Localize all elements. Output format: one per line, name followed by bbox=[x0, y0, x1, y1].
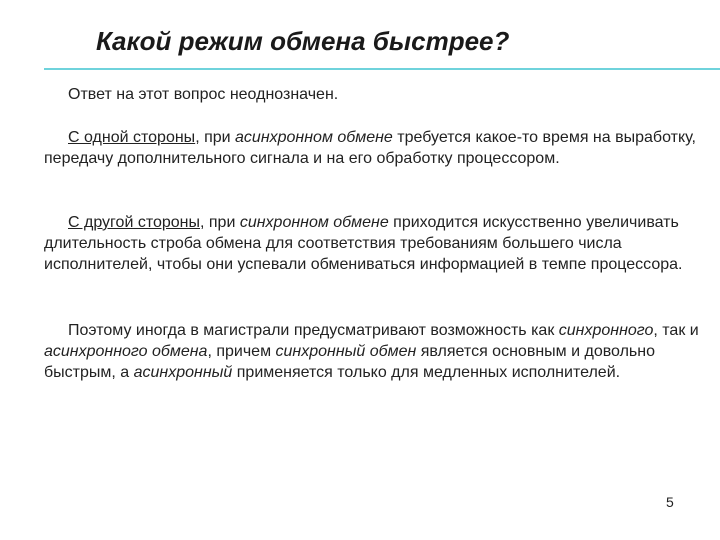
paragraph-async-text-2: требуется какое-то время на выработку, передачу дополнительного сигнала и на его обработку процессором. bbox=[44, 129, 696, 167]
paragraph-sync-text-2: приходится искусственно увеличивать длительность строба обмена для соответствия требованиям большего числа исполнителей, чтобы они успевали обмениваться информацией в темпе процессора. bbox=[44, 214, 683, 273]
page-number: 5 bbox=[666, 494, 674, 510]
paragraph-conclusion-text-2: , так и bbox=[653, 322, 699, 339]
paragraph-async-text-1: , при bbox=[195, 129, 236, 146]
paragraph-conclusion-text-1: Поэтому иногда в магистрали предусматривают возможность как bbox=[68, 322, 559, 339]
paragraph-conclusion-text-3: , причем bbox=[207, 343, 276, 360]
paragraph-conclusion-term-4: асинхронный bbox=[133, 364, 233, 381]
paragraph-sync-term: синхронном обмене bbox=[239, 214, 389, 231]
paragraph-async-term: асинхронном обмене bbox=[235, 129, 393, 146]
paragraph-intro-text: Ответ на этот вопрос неоднозначен. bbox=[68, 86, 339, 103]
paragraph-conclusion bbox=[44, 320, 700, 383]
paragraph-conclusion-text-4: является основным и довольно быстрым, а bbox=[44, 343, 655, 381]
paragraph-conclusion-term-2: асинхронного обмена bbox=[44, 343, 208, 360]
paragraph-sync-text-1: , при bbox=[200, 214, 240, 231]
title-underline-divider bbox=[44, 68, 720, 70]
paragraph-sync-lead: С другой стороны bbox=[68, 214, 200, 231]
paragraph-conclusion-text-5: применяется только для медленных исполнителей. bbox=[232, 364, 621, 381]
paragraph-async bbox=[44, 127, 700, 169]
paragraph-conclusion-term-1: синхронного bbox=[558, 322, 654, 339]
paragraph-conclusion-term-3: синхронный обмен bbox=[275, 343, 417, 360]
paragraph-async-lead: С одной стороны bbox=[68, 129, 196, 146]
paragraph-intro bbox=[44, 84, 700, 105]
paragraph-sync bbox=[44, 212, 700, 275]
slide-title: Какой режим обмена быстрее? bbox=[96, 26, 510, 56]
